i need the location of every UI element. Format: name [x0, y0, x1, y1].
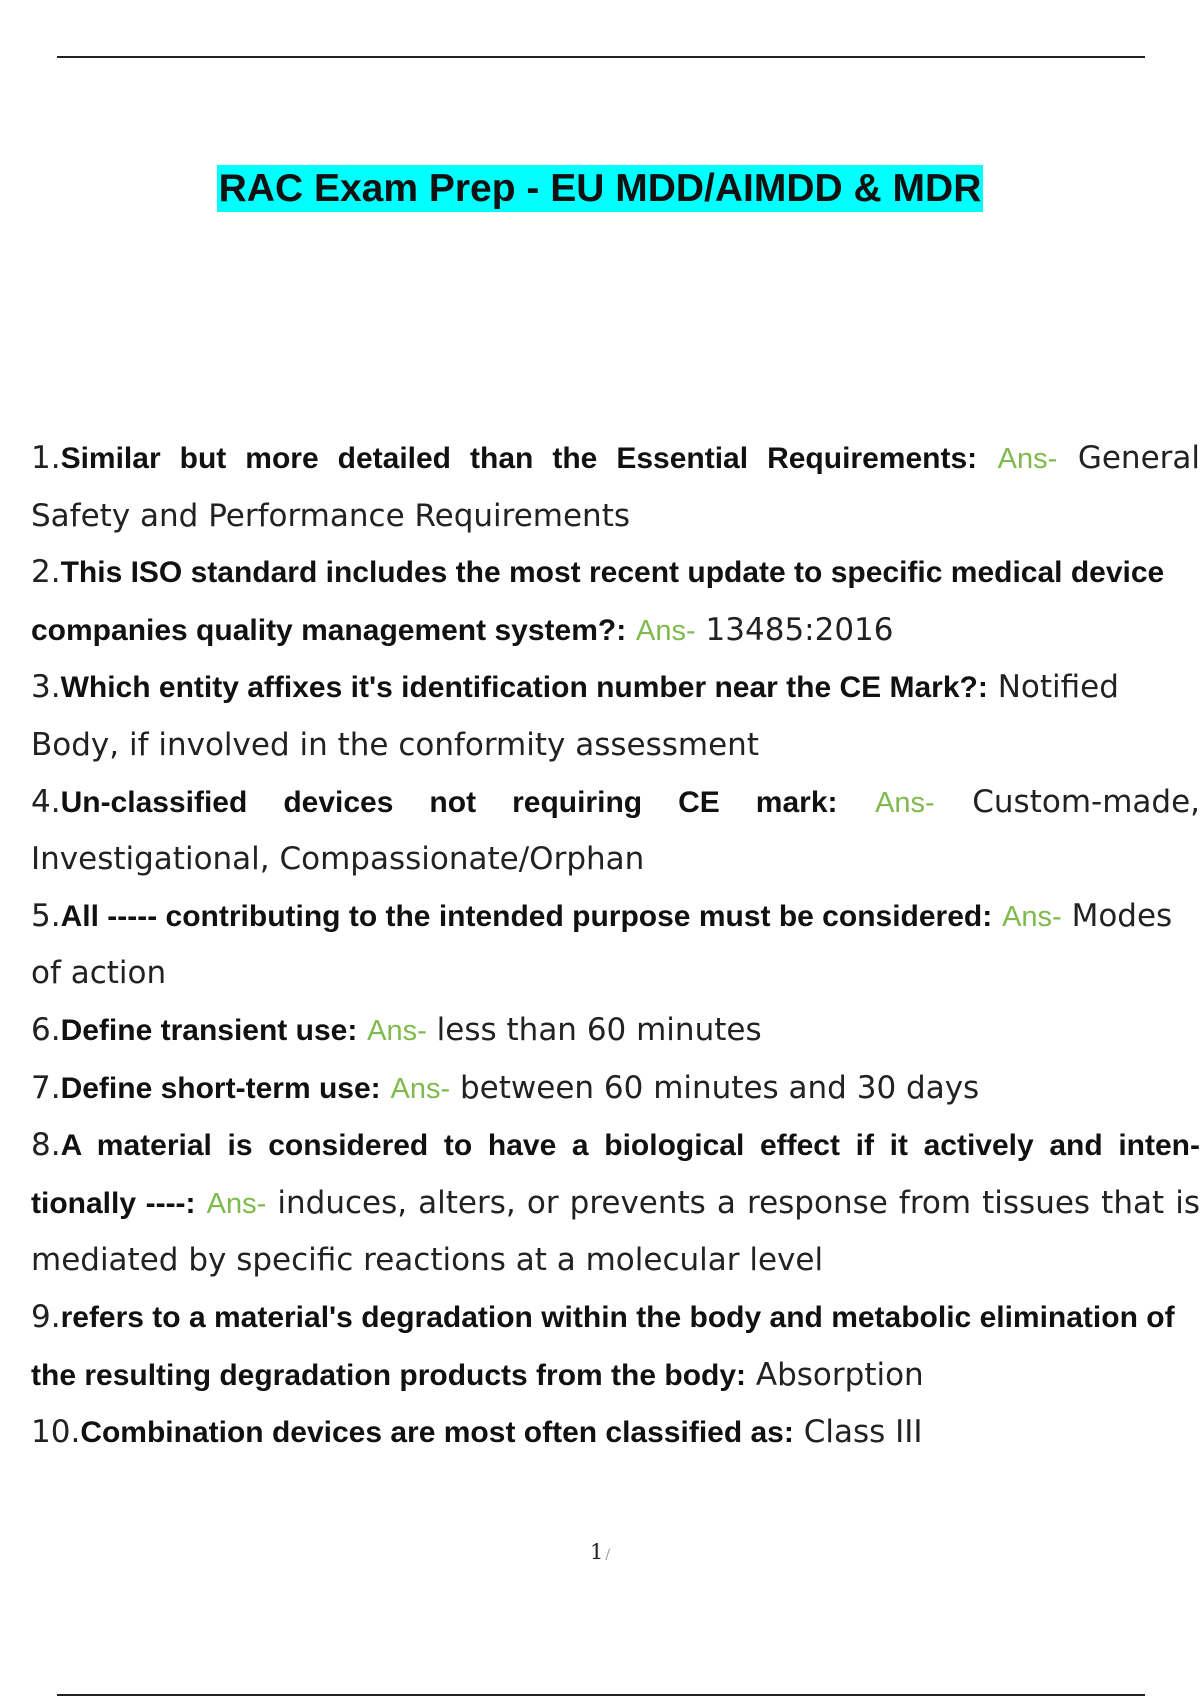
- question-text: Define transient use:: [60, 1013, 358, 1047]
- item-number: 6.: [31, 1011, 61, 1048]
- answer-text: General Safety and Performance Requirements: [31, 440, 1200, 534]
- answer-text: Absorption: [755, 1356, 924, 1393]
- list-item: [31, 1002, 1200, 1060]
- question-text: Un-classified devices not requiring CE mark:: [60, 785, 838, 819]
- item-number: 8.: [31, 1127, 61, 1164]
- list-item: [31, 1060, 1200, 1118]
- answer-text: 13485:2016: [705, 611, 894, 648]
- item-number: 7.: [31, 1069, 61, 1106]
- item-number: 2.: [31, 554, 61, 591]
- page-number-value: 1: [589, 1540, 604, 1564]
- answer-text: induces, alters, or prevents a response from tissues that is mediated by specific reactions at a molecular level: [31, 1184, 1200, 1279]
- list-item: [31, 1404, 1200, 1462]
- list-item: [31, 1117, 1200, 1289]
- title-container: [0, 165, 1200, 212]
- answer-label: Ans-: [206, 1187, 267, 1220]
- answer-text: between 60 minutes and 30 days: [460, 1069, 980, 1106]
- answer-label: Ans-: [636, 614, 696, 647]
- item-number: 4.: [31, 783, 61, 820]
- question-text: A material is considered to have a biological effect if it actively and inten- tionally ----:: [31, 1129, 1200, 1220]
- page-number: [0, 1540, 1200, 1564]
- page-number-suffix: /: [605, 1547, 611, 1563]
- list-item: [31, 544, 1200, 659]
- question-text: Which entity affixes it's identification number near the CE Mark?:: [60, 671, 988, 705]
- question-text: This ISO standard includes the most recent update to specific medical device companies quality management system?:: [31, 556, 1165, 647]
- item-number: 1.: [31, 440, 61, 476]
- list-item: [31, 659, 1200, 773]
- answer-label: Ans-: [1002, 900, 1062, 933]
- answer-label: Ans-: [390, 1072, 451, 1105]
- item-number: 3.: [31, 669, 61, 706]
- top-rule: [57, 56, 1145, 58]
- item-number: 5.: [31, 897, 61, 934]
- bottom-rule: [57, 1694, 1145, 1696]
- answer-text: Notified Body, if involved in the conformity assessment: [31, 669, 1119, 763]
- question-list: [31, 430, 1200, 1462]
- list-item: [31, 888, 1200, 1002]
- page-title: RAC Exam Prep - EU MDD/AIMDD & MDR: [218, 167, 982, 210]
- list-item: [31, 1289, 1200, 1404]
- question-text: All ----- contributing to the intended purpose must be considered:: [60, 899, 993, 933]
- question-text: refers to a material's degradation within the body and metabolic elimination of the resulting degradation products from the body:: [31, 1300, 1175, 1392]
- item-number: 9.: [31, 1298, 61, 1335]
- item-number: 10.: [31, 1414, 81, 1451]
- answer-text: less than 60 minutes: [436, 1011, 762, 1048]
- answer-text: Custom-made, Investigational, Compassionate/Orphan: [31, 783, 1200, 878]
- answer-text: Class III: [803, 1414, 923, 1451]
- question-text: Define short-term use:: [60, 1071, 381, 1105]
- question-text: Similar but more detailed than the Essential Requirements:: [60, 442, 978, 475]
- list-item: [31, 774, 1200, 888]
- answer-text: Modes of action: [31, 897, 1173, 992]
- answer-label: Ans-: [875, 786, 935, 819]
- question-text: Combination devices are most often classified as:: [80, 1416, 794, 1450]
- answer-label: Ans-: [997, 443, 1058, 475]
- answer-label: Ans-: [367, 1014, 427, 1047]
- list-item: [31, 430, 1200, 544]
